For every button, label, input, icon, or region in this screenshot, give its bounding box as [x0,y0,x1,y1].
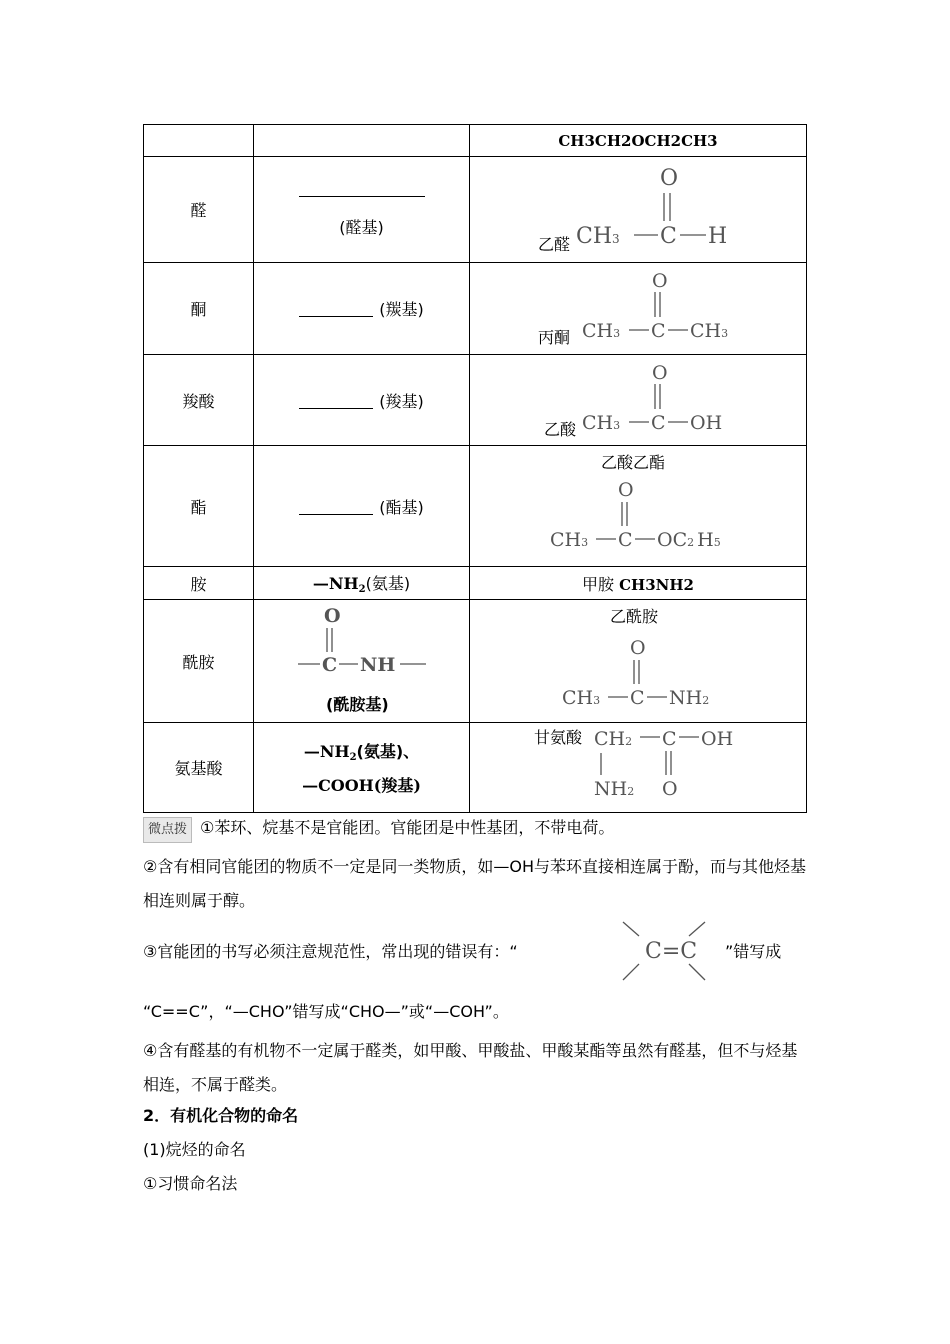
example-cell [470,446,807,567]
atom-o: O [618,479,634,501]
single-bond [689,964,705,980]
class-cell: 胺 [144,567,254,600]
atom-right: NH2 [669,687,710,709]
group-name: (酯基) [379,497,424,517]
ether-formula: CH3CH2OCH2CH3 [558,132,718,150]
example-cell [470,125,807,157]
group-cell [254,446,470,567]
note-1 [143,816,808,843]
ethyl-acetate-structure [550,478,750,563]
class-cell: 羧酸 [144,355,254,446]
note-3 [143,940,808,964]
atom-c: C [660,224,677,249]
group-formula: —NH [303,742,350,761]
example-cell [470,355,807,446]
subsection-title: (1)烷烃的命名 [143,1140,246,1159]
atom-left: CH3 [562,687,601,709]
example-cell [470,600,807,723]
class-cell: 酯 [144,446,254,567]
note-4: ④含有醛基的有机物不一定属于醛类，如甲酸、甲酸盐、甲酸某酯等虽然有醛基，但不与烃基相连，不属于醛类。 [143,1041,798,1094]
atom-right: OH [690,412,723,434]
atom-left: CH3 [576,224,620,249]
note-3b: “C==C”，“—CHO”错写成“CHO—”或“—COH”。 [143,1002,509,1021]
atom-o: O [662,778,678,800]
group-name: (酰胺基) [326,695,389,714]
atom-left: CH3 [550,529,589,551]
answer-blank [299,500,373,515]
atom-c: C [322,654,338,676]
example-name: 乙醛 [538,235,571,254]
group-formula: —NH [312,574,359,593]
class-cell: 氨基酸 [144,723,254,813]
atom-c: C [662,728,677,750]
atom-o: O [630,637,646,659]
group-line [254,773,469,796]
subscript: 2 [349,752,357,763]
group-name: (氨基) [365,574,411,593]
answer-blank [299,394,373,409]
atom-c: C [651,412,666,434]
answer-blank [299,194,425,197]
table-row [144,446,807,567]
example-cell [470,157,807,263]
alkene-structure [615,918,715,988]
atom-c: C [651,320,666,342]
note-text: ③官能团的书写必须注意规范性，常出现的错误有：“ [143,942,518,961]
answer-blank [299,302,373,317]
group-cell [254,723,470,813]
single-bond [623,922,639,936]
table-row [144,125,807,157]
note-text: ”错写成 [725,942,782,961]
acetaldehyde-structure [576,159,746,259]
atom-o: O [652,362,668,384]
note-text: ①苯环、烷基不是官能团。官能团是中性基团，不带电荷。 [200,818,615,837]
class-cell: 酮 [144,263,254,355]
single-bond [623,964,639,980]
functional-group-table [143,124,807,813]
group-cell [254,567,470,600]
example-name: 甲胺 [582,574,615,594]
example-cell [470,263,807,355]
group-name: (羰基) [379,300,424,319]
single-bond [689,922,705,936]
group-line [254,739,469,763]
atom-n: NH [360,654,396,676]
acetamide-structure [562,634,742,719]
atom-left: CH2 [594,728,633,750]
group-name: (氨基)、 [356,742,420,761]
atom-right: OH [701,728,734,750]
section-title: 2．有机化合物的命名 [143,1106,299,1125]
tip-badge: 微点拨 [143,817,192,843]
table-row [144,157,807,263]
group-cell [254,157,470,263]
atom-o: O [660,166,679,191]
class-cell: 醛 [144,157,254,263]
table-row [144,567,807,600]
group-name: (羧基) [379,391,424,411]
table-row [144,263,807,355]
example-cell [470,723,807,813]
group-cell [254,600,470,723]
double-bond-label: C=C [645,939,698,964]
atom-c: C [630,687,645,709]
group-cell [254,125,470,157]
class-cell: 酰胺 [144,600,254,723]
subsection-item: ①习惯命名法 [143,1174,238,1193]
subscript: 2 [358,584,366,595]
note-2: ②含有相同官能团的物质不一定是同一类物质，如—OH与苯环直接相连属于酚，而与其他烃基相连则属于醇。 [143,857,806,910]
atom-right: CH3 [690,320,729,342]
atom-o: O [652,270,668,292]
atom-right: OC2 H5 [657,529,721,551]
example-name: 丙酮 [538,328,571,347]
amide-group-structure [294,602,434,684]
atom-left: CH3 [582,320,621,342]
acetone-structure [582,265,752,355]
table-row [144,723,807,813]
table-row [144,355,807,446]
atom-left: CH3 [582,412,621,434]
example-cell [470,567,807,600]
group-cell [254,355,470,446]
example-name: 乙酰胺 [610,607,659,626]
atom-right: H [708,224,728,249]
atom-o: O [324,605,341,627]
class-cell [144,125,254,157]
example-name: 乙酸乙酯 [601,453,666,472]
atom-n: NH2 [594,778,635,800]
example-name: 乙酸 [544,420,577,439]
glycine-structure [594,723,754,811]
table-row [144,600,807,723]
example-name: 甘氨酸 [534,728,583,747]
acetic-acid-structure [582,357,742,447]
methylamine-formula: CH3NH2 [619,575,694,594]
atom-c: C [618,529,633,551]
group-formula: —COOH(羧基) [302,776,421,795]
group-cell [254,263,470,355]
group-name: (醛基) [339,217,384,237]
